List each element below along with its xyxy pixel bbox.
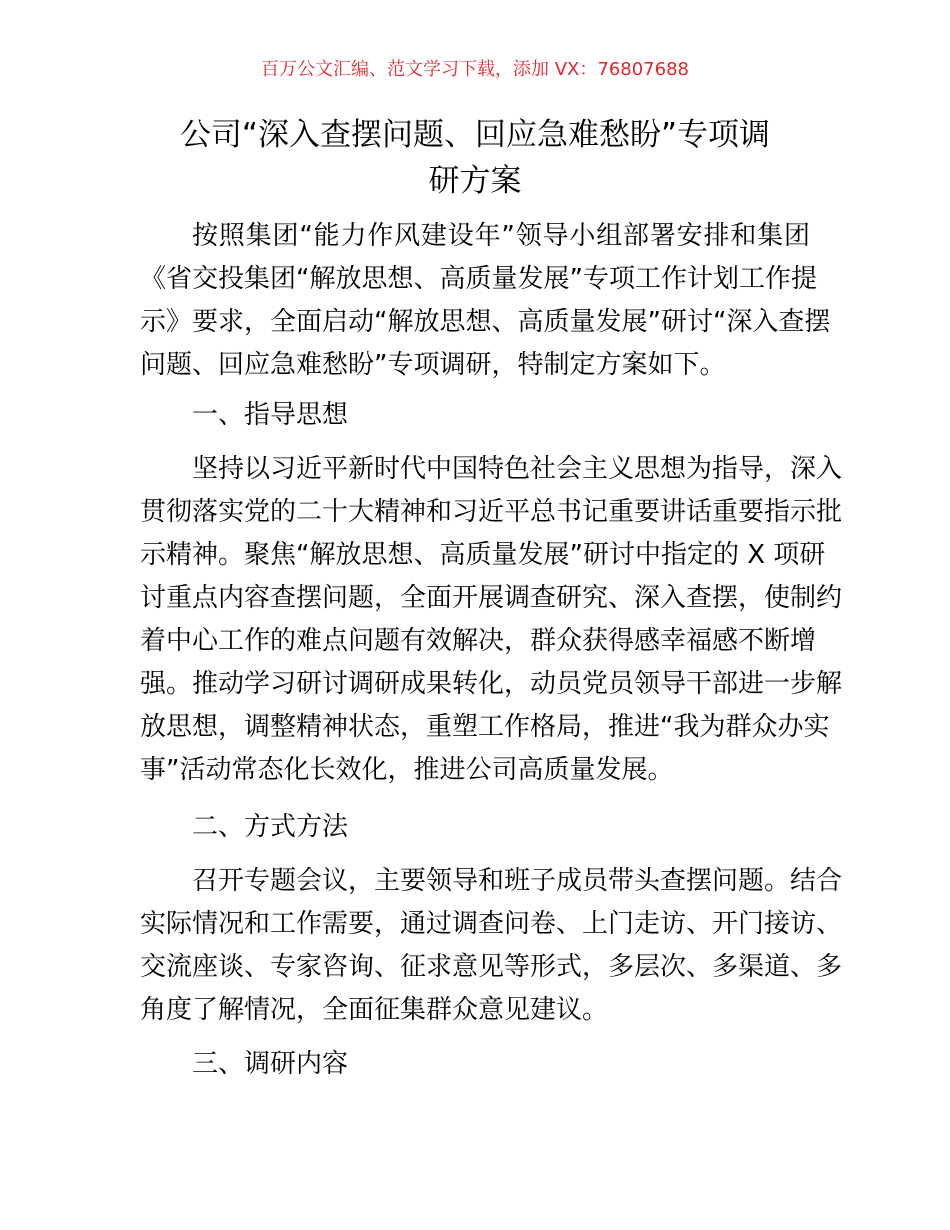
section-heading: 二、方式方法 <box>192 812 349 842</box>
section-heading: 一、指导思想 <box>192 400 349 430</box>
text-line: 实际情况和工作需要，通过调查问卷、上门走访、开门接访、 <box>140 909 843 939</box>
text-line: 交流座谈、专家咨询、征求意见等形式，多层次、多渠道、多 <box>140 952 843 982</box>
watermark-text: 百万公文汇编、范文学习下载，添加 VX：76807688 <box>261 59 689 80</box>
section-methods-body <box>140 860 843 1032</box>
text-line: 讨重点内容查摆问题，全面开展调查研究、深入查摆，使制约 <box>140 583 843 613</box>
text-line: 问题、回应急难愁盼”专项调研，特制定方案如下。 <box>140 350 726 380</box>
text-line: 着中心工作的难点问题有效解决，群众获得感幸福感不断增 <box>140 626 817 656</box>
text-line: 角度了解情况，全面征集群众意见建议。 <box>140 995 609 1025</box>
text-line: 《省交投集团“解放思想、高质量发展”专项工作计划工作提 <box>140 264 817 294</box>
section-research-content <box>140 1043 810 1086</box>
text-line: 示精神。聚焦“解放思想、高质量发展”研讨中指定的 X 项研 <box>140 540 826 570</box>
text-line: 按照集团“能力作风建设年”领导小组部署安排和集团 <box>192 221 810 251</box>
text-line: 强。推动学习研讨调研成果转化，动员党员领导干部进一步解 <box>140 669 843 699</box>
text-line: 放思想，调整精神状态，重塑工作格局，推进“我为群众办实 <box>140 712 830 742</box>
text-line: 示》要求，全面启动“解放思想、高质量发展”研讨“深入查摆 <box>140 307 831 337</box>
text-line: 召开专题会议，主要领导和班子成员带头查摆问题。结合 <box>192 866 843 896</box>
section-heading: 三、调研内容 <box>192 1049 349 1079</box>
text-line: 事”活动常态化长效化，推进公司高质量发展。 <box>140 755 674 785</box>
section-guiding-thought <box>140 394 810 437</box>
intro-paragraph <box>140 215 831 387</box>
title-line: 研方案 <box>428 163 522 199</box>
section-methods <box>140 806 810 849</box>
text-line: 贯彻落实党的二十大精神和习近平总书记重要讲话重要指示批 <box>140 497 843 527</box>
section-guiding-thought-body <box>140 448 843 792</box>
text-line: 坚持以习近平新时代中国特色社会主义思想为指导，深入 <box>192 454 843 484</box>
title-line: 公司“深入查摆问题、回应急难愁盼”专项调 <box>179 117 771 153</box>
document-title <box>140 112 810 204</box>
